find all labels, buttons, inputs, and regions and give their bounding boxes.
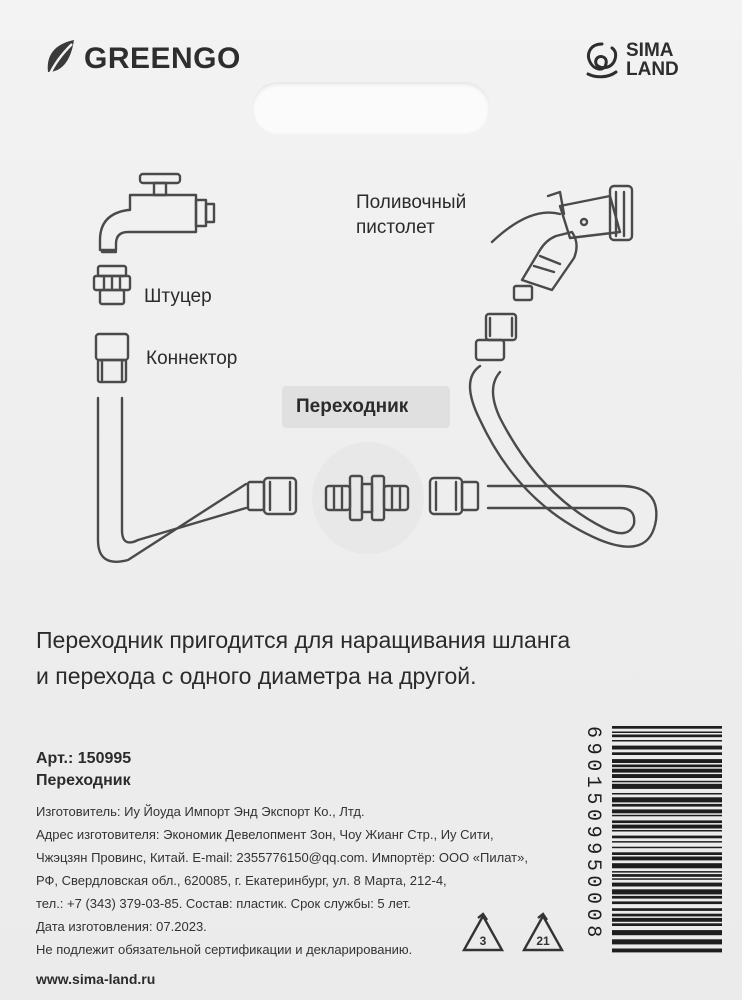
spec-line: РФ, Свердловская обл., 620085, г. Екатеринбург, ул. 8 Марта, 212-4, bbox=[36, 873, 447, 888]
article-number: Арт.: 150995 bbox=[36, 750, 132, 767]
barcode-digits: 6901509950008 bbox=[581, 726, 604, 942]
barcode-bar bbox=[612, 841, 722, 843]
fitting-label: Штуцер bbox=[144, 286, 212, 307]
barcode-bar bbox=[612, 735, 722, 738]
sima-land-logo bbox=[582, 40, 679, 80]
product-name: Переходник bbox=[36, 772, 131, 789]
connector-illustration bbox=[96, 334, 128, 382]
barcode-bar bbox=[612, 914, 722, 917]
barcode-bar bbox=[612, 939, 722, 944]
faucet-illustration bbox=[100, 174, 214, 252]
sima-land-icon bbox=[582, 40, 622, 80]
left-hose bbox=[98, 398, 246, 562]
barcode-bar bbox=[612, 923, 722, 926]
barcode-bar bbox=[612, 797, 722, 802]
barcode-bar bbox=[612, 871, 722, 873]
brand-name: GREENGO bbox=[84, 42, 241, 75]
barcode-bar bbox=[612, 804, 722, 807]
hang-slot bbox=[252, 82, 490, 134]
barcode-bar bbox=[612, 857, 722, 861]
spec-line: Чжэцзян Провинс, Китай. E-mail: 2355776150@qq.com. Импортёр: ООО «Пилат», bbox=[36, 850, 528, 865]
headline-line2: и перехода с одного диаметра на другой. bbox=[36, 663, 477, 689]
left-hose-connector bbox=[248, 478, 296, 514]
barcode-bar bbox=[612, 874, 722, 877]
barcode-bar bbox=[612, 889, 722, 894]
spray-gun-illustration bbox=[492, 186, 632, 300]
barcode-bar bbox=[612, 949, 722, 953]
barcode-bar bbox=[612, 784, 722, 789]
spec-line: Изготовитель: Иу Йоуда Импорт Энд Экспорт Ко., Лтд. bbox=[36, 804, 365, 819]
barcode bbox=[578, 712, 728, 960]
barcode-bar bbox=[612, 809, 722, 813]
right-hose-connector bbox=[430, 478, 478, 514]
barcode-bar bbox=[612, 815, 722, 817]
recycle-code: 21 bbox=[536, 934, 550, 948]
recycle-icon bbox=[458, 912, 508, 960]
barcode-bar bbox=[612, 765, 722, 768]
spec-line: Дата изготовления: 07.2023. bbox=[36, 919, 207, 934]
headline-line1: Переходник пригодится для наращивания шланга bbox=[36, 627, 571, 653]
leaf-icon bbox=[44, 38, 80, 80]
product-headline bbox=[36, 622, 676, 694]
barcode-bar bbox=[612, 918, 722, 922]
adapter-label: Переходник bbox=[296, 396, 409, 417]
recycle-code: 3 bbox=[479, 934, 487, 948]
barcode-bar bbox=[612, 740, 722, 742]
spray-gun-label bbox=[356, 190, 496, 240]
barcode-bar bbox=[612, 901, 722, 904]
barcode-bar bbox=[612, 732, 722, 734]
barcode-bar bbox=[612, 896, 722, 899]
barcode-bar bbox=[612, 752, 722, 755]
barcode-bar bbox=[612, 863, 722, 868]
barcode-bar bbox=[612, 847, 722, 849]
spec-line: Адрес изготовителя: Экономик Девелопмент Зон, Чоу Жианг Стр., Иу Сити, bbox=[36, 827, 494, 842]
website: www.sima-land.ru bbox=[36, 971, 156, 987]
spray-gun-label-line1: Поливочный bbox=[356, 192, 467, 213]
fitting-illustration bbox=[94, 266, 130, 304]
barcode-bar bbox=[612, 774, 722, 778]
right-hose bbox=[470, 366, 656, 547]
barcode-bar bbox=[612, 908, 722, 911]
barcode-bar bbox=[612, 878, 722, 880]
barcode-bar bbox=[612, 793, 722, 795]
barcode-bar bbox=[612, 726, 722, 729]
land-word: LAND bbox=[626, 59, 679, 80]
barcode-bar bbox=[612, 852, 722, 855]
spray-gun-label-line2: пистолет bbox=[356, 217, 435, 238]
barcode-bar bbox=[612, 825, 722, 829]
barcode-bar bbox=[612, 836, 722, 839]
sima-word: SIMA bbox=[626, 40, 674, 61]
spec-line: тел.: +7 (343) 379-03-85. Состав: пластик. Срок службы: 5 лет. bbox=[36, 896, 411, 911]
barcode-bar bbox=[612, 769, 722, 773]
barcode-bar bbox=[612, 830, 722, 832]
gun-connector-illustration bbox=[476, 314, 516, 360]
barcode-bar bbox=[612, 781, 722, 783]
barcode-bar bbox=[612, 820, 722, 823]
barcode-bar bbox=[612, 759, 722, 763]
connector-label: Коннектор bbox=[146, 348, 238, 369]
greengo-logo bbox=[44, 38, 241, 80]
spec-line: Не подлежит обязательной сертификации и декларированию. bbox=[36, 942, 413, 957]
barcode-bar bbox=[612, 930, 722, 935]
barcode-bar bbox=[612, 883, 722, 887]
barcode-bar bbox=[612, 746, 722, 750]
recycle-icon bbox=[518, 912, 568, 960]
